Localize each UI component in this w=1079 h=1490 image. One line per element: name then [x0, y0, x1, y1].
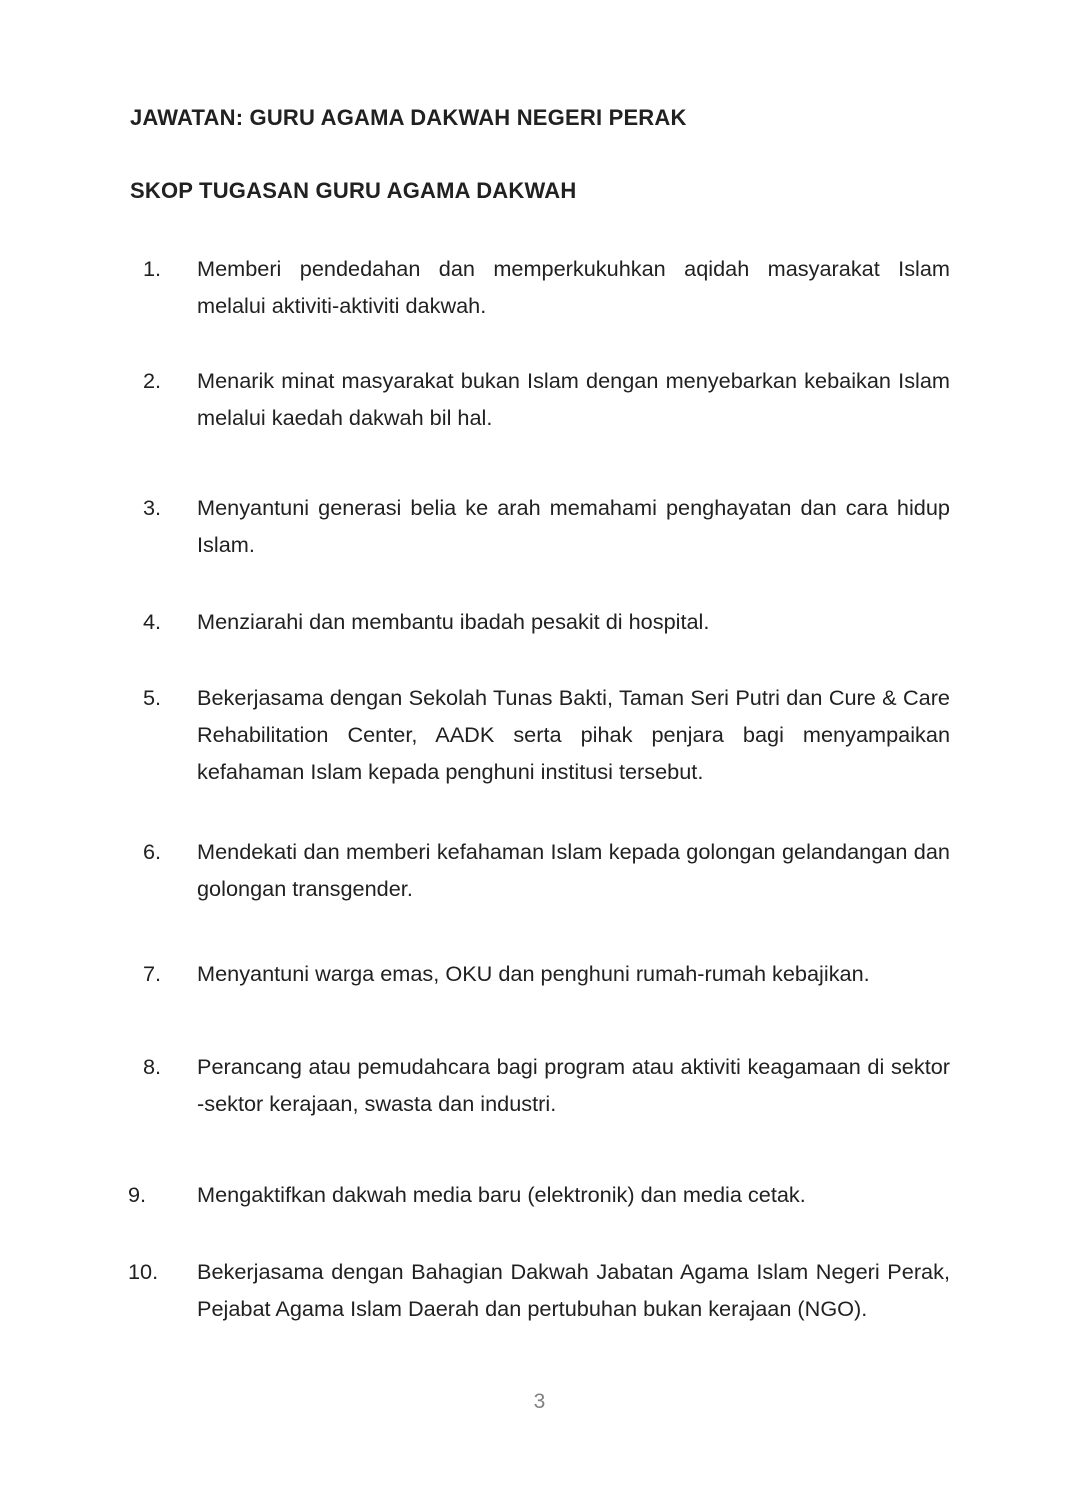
- task-item: [126, 1253, 950, 1327]
- task-item: [126, 1048, 950, 1122]
- task-item: [126, 489, 950, 563]
- task-text: Bekerjasama dengan Bahagian Dakwah Jabatan Agama Islam Negeri Perak, Pejabat Agama Islam Daerah dan pertubuhan bukan kerajaan (NGO).: [197, 1259, 950, 1321]
- task-item: [126, 679, 950, 790]
- task-item: [126, 1176, 950, 1213]
- task-text: Menziarahi dan membantu ibadah pesakit di hospital.: [197, 609, 710, 634]
- task-number: 9.: [128, 1182, 147, 1207]
- task-text: Menarik minat masyarakat bukan Islam dengan menyebarkan kebaikan Islam melalui kaedah dakwah bil hal.: [197, 368, 950, 430]
- task-number: 7.: [143, 961, 162, 986]
- task-item: [126, 833, 950, 907]
- task-number: 8.: [143, 1054, 162, 1079]
- task-number: 3.: [143, 495, 162, 520]
- task-text: Menyantuni generasi belia ke arah memahami penghayatan dan cara hidup Islam.: [197, 495, 950, 557]
- page-number: 3: [533, 1390, 546, 1413]
- document-subtitle: SKOP TUGASAN GURU AGAMA DAKWAH: [130, 178, 577, 203]
- task-text: Mengaktifkan dakwah media baru (elektronik) dan media cetak.: [197, 1182, 806, 1207]
- task-item: [126, 955, 950, 992]
- task-number: 5.: [143, 685, 162, 710]
- task-number: 1.: [143, 256, 162, 281]
- task-number: 4.: [143, 609, 162, 634]
- task-text: Perancang atau pemudahcara bagi program atau aktiviti keagamaan di sektor -sektor kerajaan, swasta dan industri.: [197, 1054, 950, 1116]
- task-item: [126, 362, 950, 436]
- document-title: JAWATAN: GURU AGAMA DAKWAH NEGERI PERAK: [130, 105, 687, 130]
- task-number: 2.: [143, 368, 162, 393]
- task-number: 6.: [143, 839, 162, 864]
- task-text: Memberi pendedahan dan memperkukuhkan aqidah masyarakat Islam melalui aktiviti-aktiviti dakwah.: [197, 256, 950, 318]
- task-item: [126, 250, 950, 324]
- task-text: Bekerjasama dengan Sekolah Tunas Bakti, Taman Seri Putri dan Cure & Care Rehabilitation Center, AADK serta pihak penjara bagi menyampaikan kefahaman Islam kepada penghuni institusi tersebut.: [197, 685, 950, 784]
- task-text: Mendekati dan memberi kefahaman Islam kepada golongan gelandangan dan golongan transgender.: [197, 839, 950, 901]
- task-item: [126, 603, 950, 640]
- task-text: Menyantuni warga emas, OKU dan penghuni rumah-rumah kebajikan.: [197, 961, 870, 986]
- task-number: 10.: [128, 1259, 159, 1284]
